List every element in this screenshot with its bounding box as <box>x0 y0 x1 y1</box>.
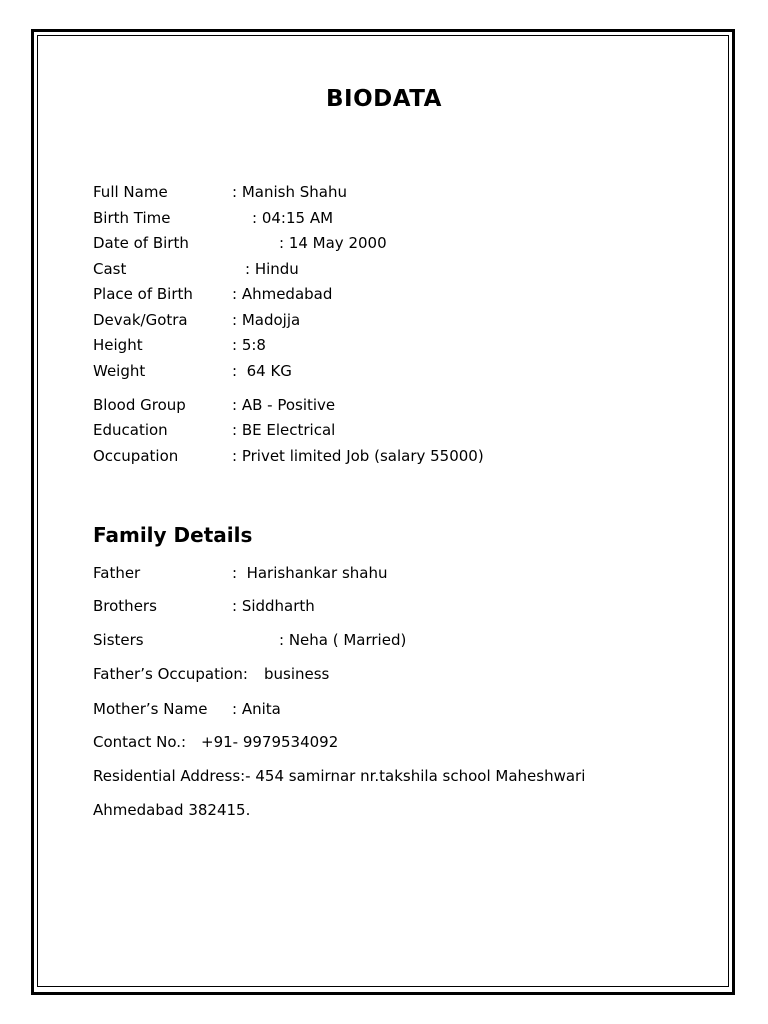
family-label: Contact No.: <box>93 733 187 751</box>
family-details-heading: Family Details <box>93 523 253 547</box>
detail-label: Occupation <box>93 447 179 465</box>
family-value: : Anita <box>232 700 281 718</box>
residential-address-line-2: Ahmedabad 382415. <box>93 801 251 819</box>
detail-label: Cast <box>93 260 127 278</box>
family-label: Father <box>93 564 141 582</box>
detail-label: Devak/Gotra <box>93 311 188 329</box>
detail-value: : 04:15 AM <box>252 209 334 227</box>
detail-label: Blood Group <box>93 396 186 414</box>
detail-value: : Hindu <box>245 260 299 278</box>
detail-value: : Madojja <box>232 311 301 329</box>
detail-value: : 5:8 <box>232 336 266 354</box>
residential-address-line-1: Residential Address:- 454 samirnar nr.takshila school Maheshwari <box>93 767 586 785</box>
family-value: : Harishankar shahu <box>232 564 388 582</box>
detail-label: Date of Birth <box>93 234 189 252</box>
family-value: : Neha ( Married) <box>279 631 407 649</box>
family-value: +91- 9979534092 <box>201 733 339 751</box>
detail-label: Education <box>93 421 168 439</box>
detail-label: Place of Birth <box>93 285 193 303</box>
family-value: : Siddharth <box>232 597 315 615</box>
family-value: business <box>264 665 330 683</box>
detail-label: Weight <box>93 362 146 380</box>
detail-label: Full Name <box>93 183 168 201</box>
detail-label: Height <box>93 336 143 354</box>
page-border-inner <box>37 35 729 987</box>
family-label: Sisters <box>93 631 144 649</box>
family-label: Mother’s Name <box>93 700 208 718</box>
family-label: Father’s Occupation: <box>93 665 248 683</box>
detail-value: : BE Electrical <box>232 421 336 439</box>
family-label: Brothers <box>93 597 157 615</box>
detail-value: : 14 May 2000 <box>279 234 387 252</box>
detail-value: : Ahmedabad <box>232 285 333 303</box>
detail-value: : Privet limited Job (salary 55000) <box>232 447 484 465</box>
detail-value: : AB - Positive <box>232 396 336 414</box>
detail-value: : Manish Shahu <box>232 183 347 201</box>
detail-label: Birth Time <box>93 209 171 227</box>
detail-value: : 64 KG <box>232 362 292 380</box>
page-title: BIODATA <box>326 86 442 112</box>
